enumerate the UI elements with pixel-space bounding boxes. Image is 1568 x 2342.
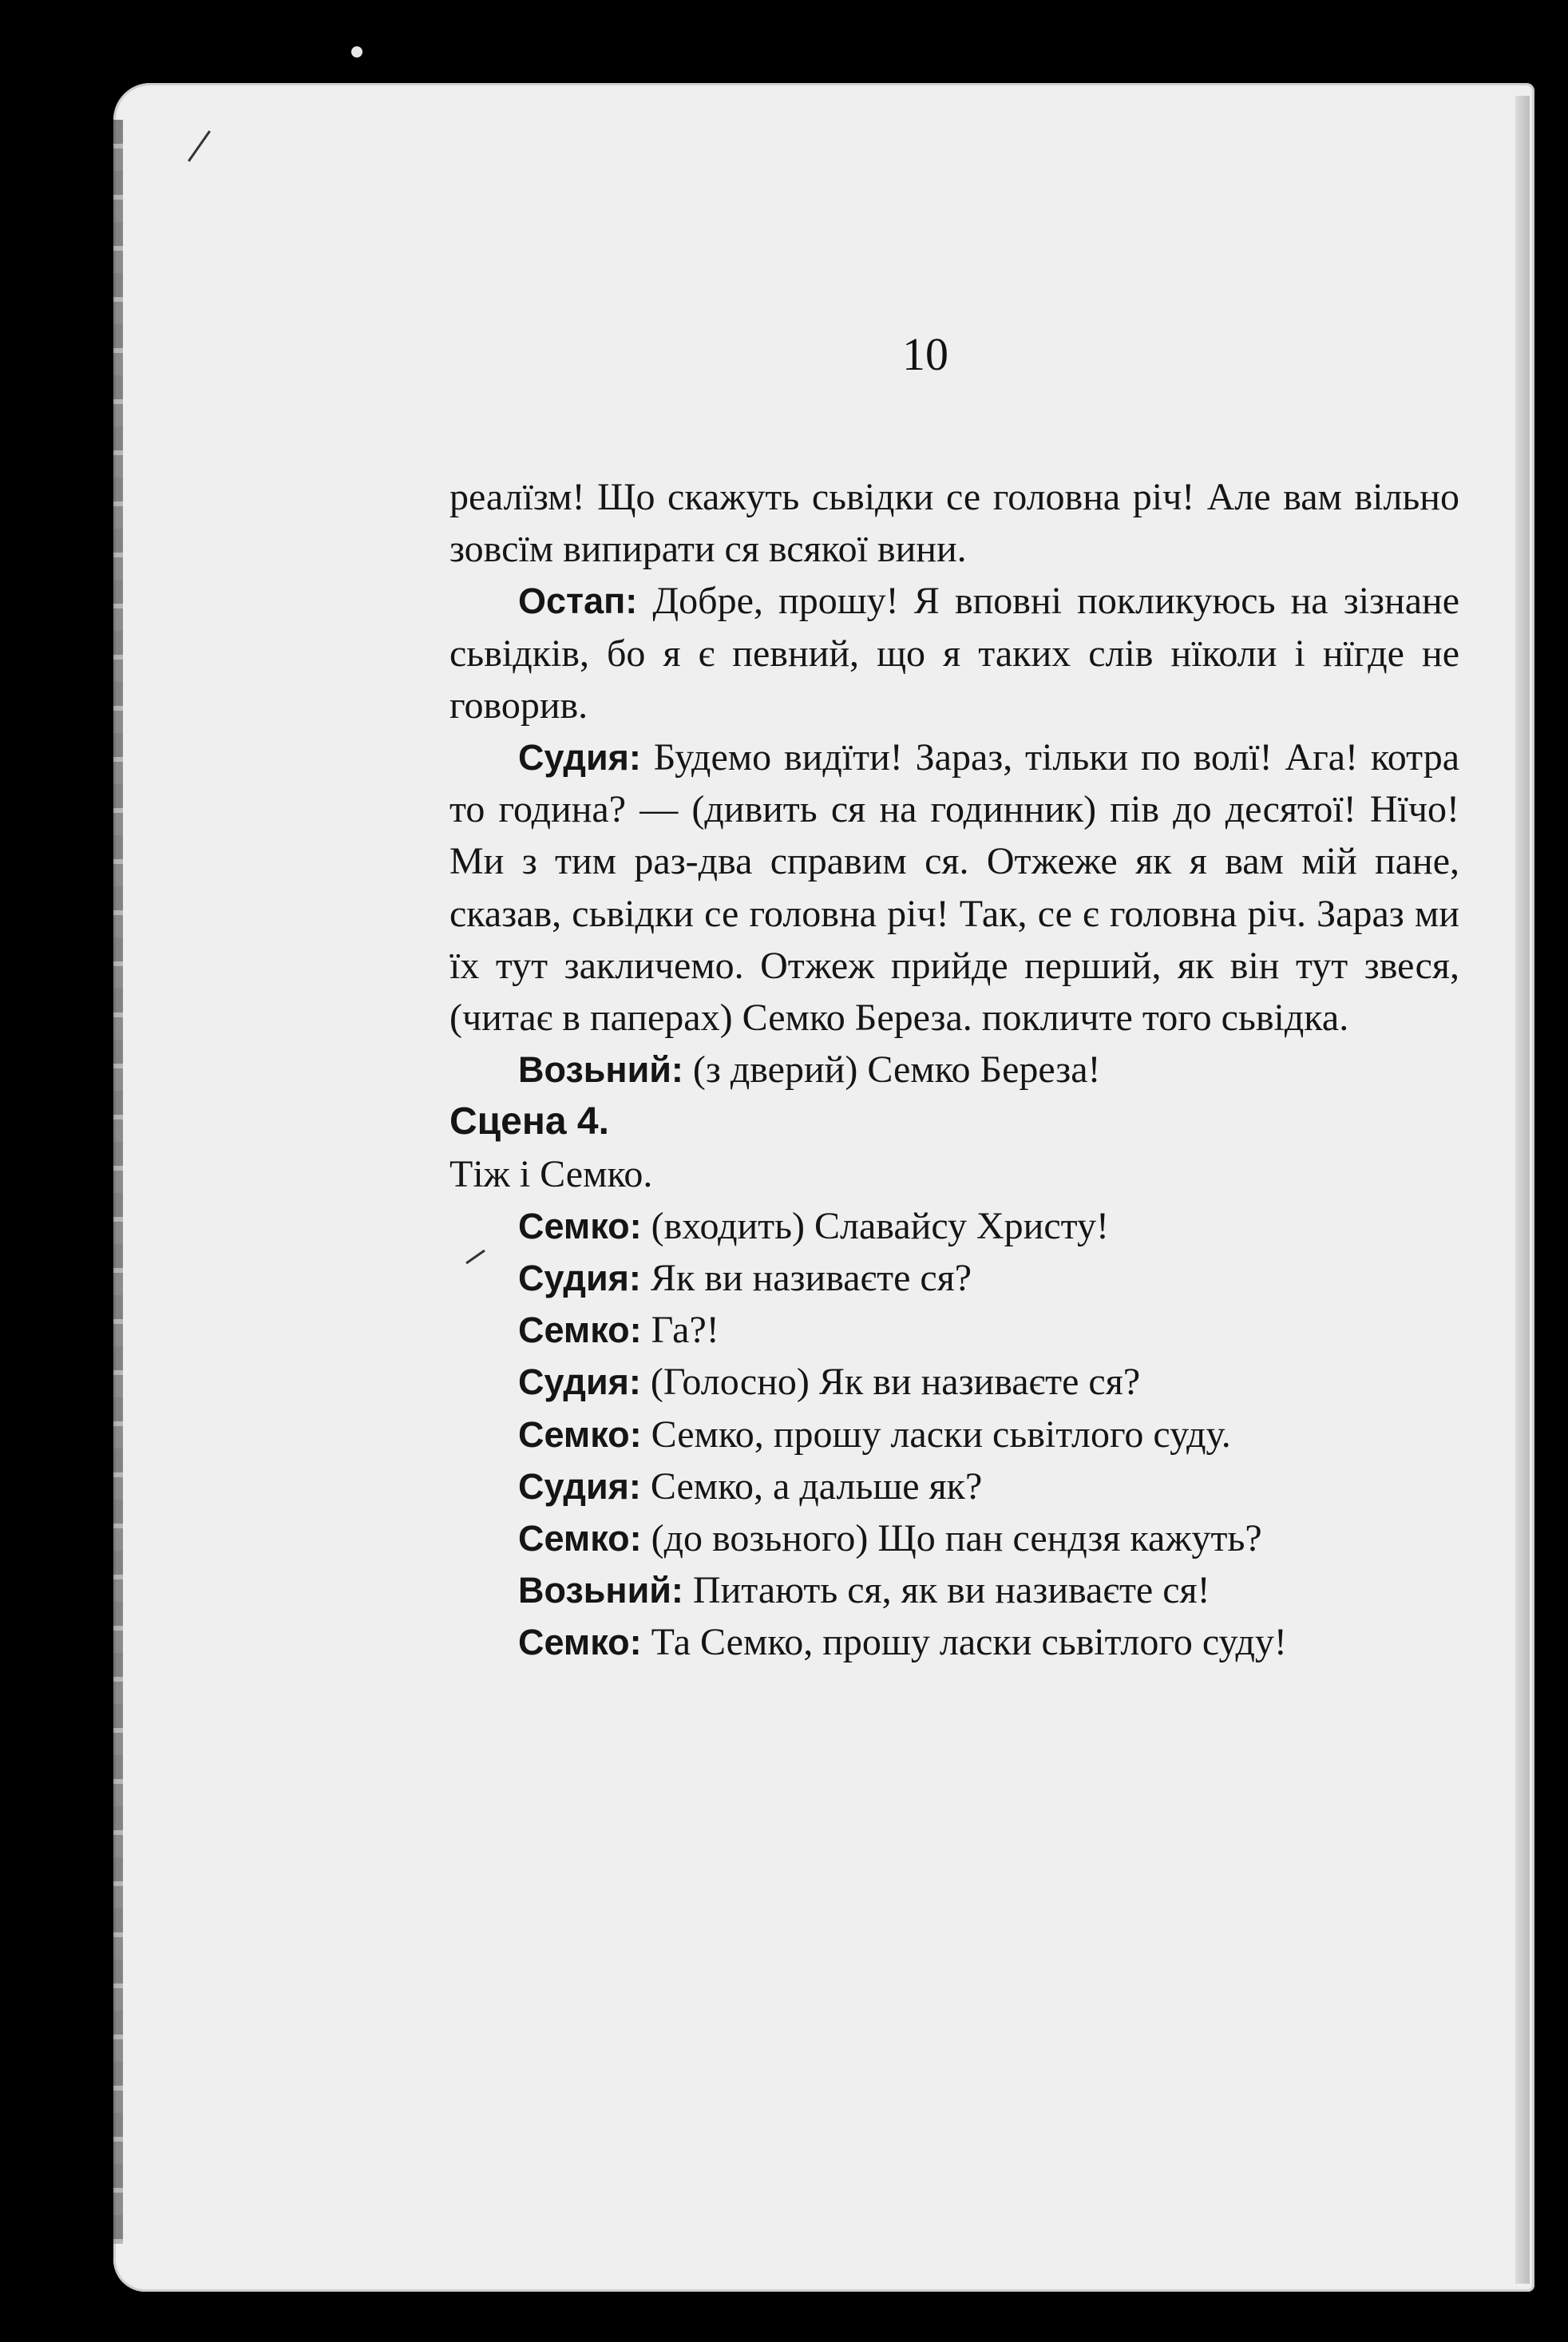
dialogue-text: (до возьного) Що пан сендзя кажуть? [641, 1517, 1262, 1560]
dialogue-text: Га?! [641, 1309, 719, 1352]
scene-heading: Сцена 4. [449, 1100, 609, 1143]
dialogue-line [449, 1304, 1459, 1356]
page-text [449, 471, 1459, 1669]
paragraph: реалїзм! Що скажуть сьвідки се головна річ! Але вам вільно зовсїм випирати ся всякої вини. [449, 476, 1459, 571]
dialogue-line [449, 575, 1459, 731]
scene-cast: Тіж і Семко. [449, 1152, 653, 1195]
dialogue-line [449, 1200, 1459, 1252]
speaker-name: Семко: [518, 1310, 642, 1351]
speaker-name: Семко: [518, 1622, 642, 1663]
dialogue-text: Як ви називаєте ся? [640, 1257, 972, 1300]
dialogue-text: Будемо видїти! Зараз, тільки по волї! Ага! котра то година? — (дивить ся на годинник) пів до десятої! Нїчо! Ми з тим раз-два справим ся. Отжеже як я вам мій пане, сказав, сьвідки се головна річ! Так, се є головна річ. Зараз ми їх тут закличемо. Отжеж прийде перший, як він тут звеся, (читає в паперах) Семко Береза. покличте того сьвідка. [449, 736, 1459, 1040]
dialogue-line [449, 731, 1459, 1044]
speaker-name: Судия: [518, 1258, 641, 1299]
page-right-edge [1515, 96, 1530, 2284]
dialogue-line [449, 1044, 1459, 1096]
page-spine-edge [113, 120, 123, 2244]
speaker-name: Возьний: [518, 1049, 683, 1091]
dialogue-line [449, 1409, 1459, 1460]
speaker-name: Семко: [518, 1413, 642, 1455]
speaker-name: Остап: [518, 581, 638, 622]
dialogue-text: Питають ся, як ви називаєте ся! [683, 1569, 1210, 1612]
speaker-name: Семко: [518, 1205, 642, 1246]
dialogue-text: (Голосно) Як ви називаєте ся? [640, 1361, 1141, 1404]
dialogue-text: (входить) Славайсу Христу! [641, 1204, 1109, 1247]
dialogue-line [449, 1356, 1459, 1408]
page-number: 10 [902, 328, 948, 380]
speaker-name: Судия: [518, 1465, 641, 1507]
speaker-name: Семко: [518, 1518, 642, 1559]
dialogue-text: Добре, прошу! Я вповні покликуюсь на зізнане сьвідків, бо я є певний, що я таких слів нїколи і нїгде не говорив. [449, 580, 1459, 727]
speaker-name: Судия: [518, 1361, 641, 1403]
dialogue-line [449, 1512, 1459, 1564]
dialogue-text: Семко, прошу ласки сьвітлого суду. [641, 1413, 1231, 1456]
speaker-name: Судия: [518, 737, 641, 779]
dialogue-line [449, 1616, 1459, 1668]
scan-dust-mark [351, 46, 362, 57]
dialogue-line [449, 1460, 1459, 1512]
dialogue-line [449, 1564, 1459, 1616]
dialogue-text: Та Семко, прошу ласки сьвітлого суду! [641, 1621, 1287, 1664]
dialogue-text: (з дверий) Семко Береза! [683, 1048, 1101, 1092]
dialogue-line [449, 1252, 1459, 1304]
speaker-name: Возьний: [518, 1570, 683, 1611]
dialogue-text: Семко, а дальше як? [640, 1464, 983, 1508]
